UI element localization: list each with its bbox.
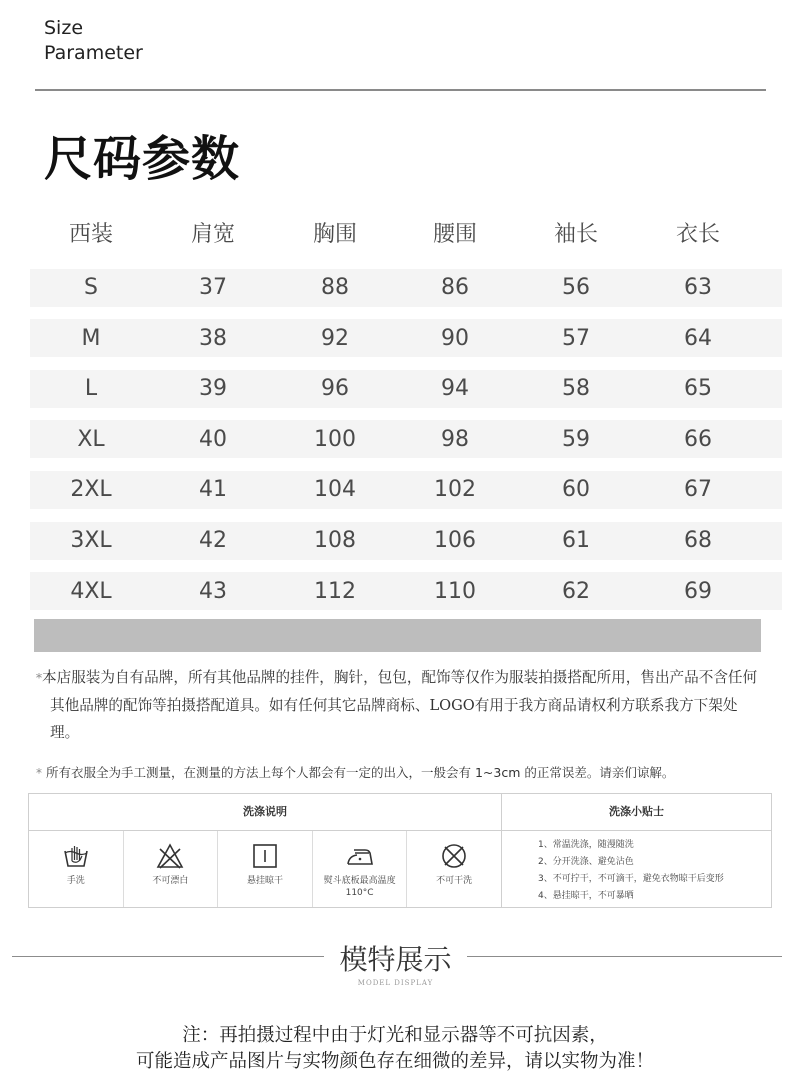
table-cell: 4XL [70,578,112,604]
care-item [313,831,408,907]
table-cell: 108 [314,528,356,554]
table-cell: 3XL [70,528,112,554]
table-cell: 67 [684,477,712,503]
table-cell: XL [77,426,105,452]
hand-wash-icon [61,841,91,871]
table-cell: L [84,376,98,402]
care-tip: 3、不可拧干，不可滴干，避免衣物晾干后变形 [538,874,724,884]
table-cell: S [84,275,98,301]
table-cell: 39 [199,376,227,402]
care-label: 熨斗底板最高温度110°C [323,876,396,898]
table-row [30,572,782,610]
footer-line1: 注：再拍摄过程中由于灯光和显示器等不可抗因素， [182,1025,608,1046]
care-tips-title: 洗涤小贴士 [502,794,771,831]
care-title: 洗涤说明 [29,794,501,831]
note-brand [36,664,766,746]
table-cell: 104 [314,477,356,503]
table-cell: 106 [434,528,476,554]
care-tip: 4、悬挂晾干，不可暴晒 [538,891,634,901]
table-cell: 68 [684,528,712,554]
table-cell: 94 [441,376,469,402]
care-tip: 1、常温洗涤，随漫随洗 [538,840,634,850]
care-panel [29,794,502,907]
table-cell: 58 [562,376,590,402]
size-table [30,208,782,610]
care-item [29,831,124,907]
header-cell: 袖长 [553,221,598,247]
table-cell: 69 [684,578,712,604]
table-cell: 61 [562,528,590,554]
model-subtitle: MODEL DISPLAY [357,979,434,987]
care-item [407,831,501,907]
header-line2: Parameter [44,42,143,64]
table-cell: 60 [562,477,590,503]
table-cell: 38 [199,325,227,351]
care-label: 不可干洗 [436,876,473,886]
footer-note [0,1023,790,1075]
table-cell: 110 [434,578,476,604]
model-divider-left [12,956,324,957]
table-cell: 88 [321,275,349,301]
page-title: 尺码参数 [44,131,241,187]
care-label: 不可漂白 [152,876,189,886]
care-label: 手洗 [66,876,85,886]
table-cell: 42 [199,528,227,554]
table-cell: 90 [441,325,469,351]
footer-line2: 可能造成产品图片与实物颜色存在细微的差异，请以实物为准！ [135,1051,654,1072]
table-cell: 100 [314,426,356,452]
table-cell: 102 [434,477,476,503]
care-icons [29,831,501,907]
table-cell: 59 [562,426,590,452]
table-row [30,269,782,307]
table-cell: 66 [684,426,712,452]
header-cell: 胸围 [312,221,357,247]
table-cell: 92 [321,325,349,351]
table-cell: 86 [441,275,469,301]
note-measurement-text: 所有衣服全为手工测量，在测量的方法上每个人都会有一定的出入，一般会有 1~3cm 的正常误差。请亲们谅解。 [45,765,675,780]
size-table-header [30,208,782,256]
table-cell: 40 [199,426,227,452]
no-bleach-icon [155,841,185,871]
care-tip: 2、分开洗涤、避免沾色 [538,857,634,867]
header-label [44,16,143,66]
bullet-star: * [36,671,42,685]
table-cell: 56 [562,275,590,301]
care-label: 悬挂晾干 [246,876,283,886]
table-cell: 98 [441,426,469,452]
table-cell: 64 [684,325,712,351]
table-cell: 41 [199,477,227,503]
hang-dry-icon [250,841,280,871]
table-row [30,319,782,357]
table-cell: 57 [562,325,590,351]
header-line1: Size [44,17,84,39]
iron-icon [345,841,375,871]
table-cell: 62 [562,578,590,604]
header-cell: 西装 [68,221,113,247]
table-row [30,370,782,408]
table-cell: 112 [314,578,356,604]
notes-section [36,664,766,787]
no-dry-clean-icon [439,841,469,871]
table-row [30,420,782,458]
table-cell: 65 [684,376,712,402]
bullet-star: * [36,766,42,780]
model-title: 模特展示 [339,943,452,976]
table-cell: 43 [199,578,227,604]
care-item [218,831,313,907]
table-cell: 63 [684,275,712,301]
table-row [30,471,782,509]
note-measurement [36,759,766,787]
care-instructions [28,793,772,908]
table-cell: 37 [199,275,227,301]
header-divider [35,89,766,91]
care-tips-panel [502,794,771,907]
header-cell: 衣长 [675,221,720,247]
table-cell: M [81,325,101,351]
table-cell: 2XL [70,477,112,503]
table-row [30,522,782,560]
header-cell: 肩宽 [190,221,235,247]
separator-bar [34,619,761,652]
note-brand-text: 本店服装为自有品牌，所有其他品牌的挂件，胸针，包包，配饰等仅作为服装拍摄搭配所用，售出产品不含任何其他品牌的配饰等拍摄搭配道具。如有任何其它品牌商标、LOGO有用于我方商品请权利方联系我方下架处理。 [42,669,758,741]
table-cell: 96 [321,376,349,402]
care-item [124,831,219,907]
care-tips [502,831,771,905]
header-cell: 腰围 [432,221,477,247]
model-divider-right [467,956,782,957]
